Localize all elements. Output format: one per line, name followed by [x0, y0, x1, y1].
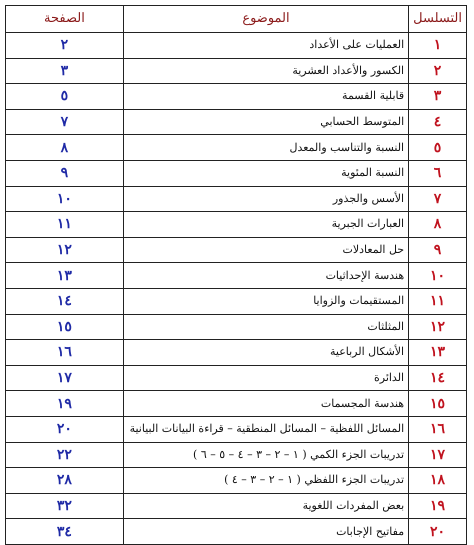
topic-title: النسبة المئوية: [123, 160, 408, 186]
page-number: ١٣: [6, 263, 124, 289]
page-number: ١١: [6, 212, 124, 238]
header-row: [6, 6, 467, 33]
table-row: [6, 365, 467, 391]
serial-number: ١٦: [409, 416, 467, 442]
serial-number: ٤: [409, 109, 467, 135]
page-number: ١٠: [6, 186, 124, 212]
topic-title: تدريبات الجزء اللفظي ( ١ – ٢ – ٣ – ٤ ): [123, 468, 408, 494]
table-row: [6, 263, 467, 289]
topic-title: المستقيمات والزوايا: [123, 288, 408, 314]
serial-number: ٦: [409, 160, 467, 186]
table-row: [6, 391, 467, 417]
serial-number: ١٩: [409, 493, 467, 519]
serial-number: ٢: [409, 58, 467, 84]
serial-number: ١٣: [409, 340, 467, 366]
serial-number: ٩: [409, 237, 467, 263]
serial-number: ٧: [409, 186, 467, 212]
table-row: [6, 212, 467, 238]
page-number: ٣٤: [6, 519, 124, 545]
table-row: [6, 288, 467, 314]
page-number: ١٧: [6, 365, 124, 391]
topic-title: المسائل اللفظية – المسائل المنطقية – قراءة البيانات البيانية: [123, 416, 408, 442]
topic-header: الموضوع: [123, 6, 408, 33]
serial-number: ١٥: [409, 391, 467, 417]
topic-title: الأشكال الرباعية: [123, 340, 408, 366]
serial-number: ١٨: [409, 468, 467, 494]
page-header: الصفحة: [6, 6, 124, 33]
table-row: [6, 416, 467, 442]
page-number: ١٤: [6, 288, 124, 314]
page-number: ١٥: [6, 314, 124, 340]
topic-title: الأسس والجذور: [123, 186, 408, 212]
table-row: [6, 340, 467, 366]
page-number: ٧: [6, 109, 124, 135]
topic-title: الكسور والأعداد العشرية: [123, 58, 408, 84]
serial-number: ١٢: [409, 314, 467, 340]
toc-body: [6, 33, 467, 545]
topic-title: تدريبات الجزء الكمي ( ١ – ٢ – ٣ – ٤ – ٥ – ٦ ): [123, 442, 408, 468]
table-row: [6, 58, 467, 84]
table-row: [6, 160, 467, 186]
page-number: ٨: [6, 135, 124, 161]
page-number: ٢٨: [6, 468, 124, 494]
page-number: ١٩: [6, 391, 124, 417]
table-row: [6, 519, 467, 545]
table-row: [6, 314, 467, 340]
serial-number: ١: [409, 33, 467, 59]
page-number: ٣٢: [6, 493, 124, 519]
page-number: ١٢: [6, 237, 124, 263]
serial-number: ١٧: [409, 442, 467, 468]
table-row: [6, 84, 467, 110]
topic-title: المثلثات: [123, 314, 408, 340]
page-number: ٣: [6, 58, 124, 84]
topic-title: حل المعادلات: [123, 237, 408, 263]
topic-title: الدائرة: [123, 365, 408, 391]
topic-title: العمليات على الأعداد: [123, 33, 408, 59]
page-number: ٢: [6, 33, 124, 59]
table-row: [6, 468, 467, 494]
table-row: [6, 442, 467, 468]
page-number: ٢٢: [6, 442, 124, 468]
serial-number: ٨: [409, 212, 467, 238]
topic-title: هندسة المجسمات: [123, 391, 408, 417]
serial-number: ١٤: [409, 365, 467, 391]
topic-title: قابلية القسمة: [123, 84, 408, 110]
topic-title: مفاتيح الإجابات: [123, 519, 408, 545]
page-number: ٩: [6, 160, 124, 186]
table-row: [6, 237, 467, 263]
table-row: [6, 109, 467, 135]
table-of-contents: [5, 5, 467, 545]
topic-title: بعض المفردات اللغوية: [123, 493, 408, 519]
page-number: ٢٠: [6, 416, 124, 442]
topic-title: المتوسط الحسابي: [123, 109, 408, 135]
serial-number: ٥: [409, 135, 467, 161]
serial-number: ٣: [409, 84, 467, 110]
table-row: [6, 186, 467, 212]
serial-number: ٢٠: [409, 519, 467, 545]
table-row: [6, 493, 467, 519]
table-row: [6, 135, 467, 161]
topic-title: النسبة والتناسب والمعدل: [123, 135, 408, 161]
serial-header: التسلسل: [409, 6, 467, 33]
topic-title: هندسة الإحداثيات: [123, 263, 408, 289]
page-number: ١٦: [6, 340, 124, 366]
table-row: [6, 33, 467, 59]
serial-number: ١١: [409, 288, 467, 314]
topic-title: العبارات الجبرية: [123, 212, 408, 238]
serial-number: ١٠: [409, 263, 467, 289]
page-number: ٥: [6, 84, 124, 110]
